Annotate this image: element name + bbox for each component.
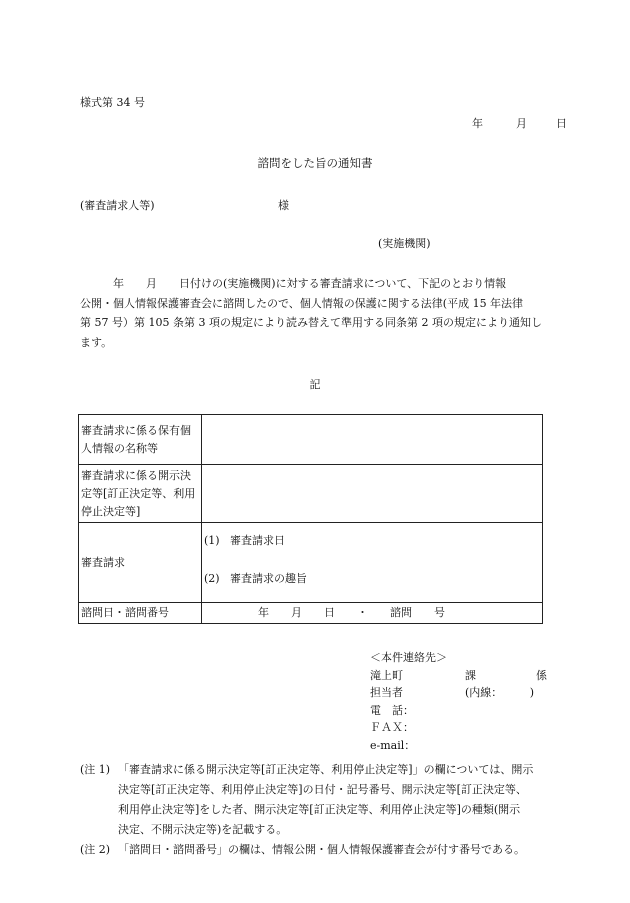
agency-label: (実施機関)	[378, 237, 431, 250]
row4-header: 諮問日・諮問番号	[79, 603, 202, 624]
contact-block	[370, 649, 550, 754]
note-line: 「審査請求に係る開示決定等[訂正決定等、利用停止決定等]」の欄については、開示	[118, 763, 534, 776]
row2-header-line: 停止決定等]	[81, 504, 141, 518]
contact-email: e-mail：	[370, 738, 416, 752]
table-row	[79, 523, 543, 603]
row1-header	[79, 415, 202, 465]
contact-row	[370, 684, 550, 702]
details-table	[78, 414, 543, 624]
contact-group: 係	[536, 668, 547, 682]
table-row	[79, 465, 543, 523]
note-tag: (注 1)	[80, 763, 111, 776]
row2-value-cell[interactable]	[202, 465, 543, 523]
body-line: ます。	[80, 335, 113, 349]
requester-honorific: 様	[278, 199, 289, 212]
body-line: 公開・個人情報保護審査会に諮問したので、個人情報の保護に関する法律(平成 15 年法律	[80, 296, 524, 310]
row3-header: 審査請求	[79, 523, 202, 603]
date-line	[472, 118, 567, 129]
contact-town: 滝上町	[370, 668, 403, 682]
row3-value-cell[interactable]	[202, 523, 543, 603]
date-month: 月	[516, 117, 527, 130]
date-day: 日	[556, 117, 567, 130]
body-paragraph	[80, 274, 552, 352]
item-number: (2)	[204, 571, 220, 585]
date-year: 年	[472, 117, 483, 130]
note-line: 利用停止決定等]をした者、開示決定等[訂正決定等、利用停止決定等]の種類(開示	[118, 803, 521, 816]
contact-section: 課	[465, 668, 476, 682]
row1-header-line: 審査請求に係る保有個	[81, 423, 191, 437]
row2-header-line: 定等[訂正決定等、利用	[81, 486, 196, 500]
note-2	[80, 840, 552, 860]
contact-heading: ＜本件連絡先＞	[370, 651, 447, 664]
row1-value-cell[interactable]	[202, 415, 543, 465]
request-date-item	[204, 532, 540, 550]
ki-heading: 記	[309, 378, 321, 391]
body-line: 年 月 日付けの(実施機関)に対する審査請求について、下記のとおり情報	[80, 277, 507, 290]
body-line: 第 57 号）第 105 条第 3 項の規定により読み替えて準用する同条第 2 項の規定により通知し	[80, 316, 542, 329]
row4-value-cell[interactable]: 年 月 日 ・ 諮問 号	[202, 603, 543, 624]
document-title: 諮問をした旨の通知書	[257, 156, 373, 170]
requester-label: (審査請求人等)	[80, 199, 155, 212]
form-number: 様式第 34 号	[80, 96, 145, 109]
table-row	[79, 603, 543, 624]
item-number: (1)	[204, 533, 220, 547]
row1-header-line: 人情報の名称等	[81, 441, 158, 455]
contact-phone: 電 話：	[370, 703, 414, 717]
contact-extension: (内線： )	[465, 686, 535, 699]
note-line: 決定、不開示決定等)を記載する。	[118, 823, 288, 836]
request-purpose-item	[204, 570, 540, 588]
note-line: 「諮問日・諮問番号」の欄は、情報公開・個人情報保護審査会が付す番号である。	[118, 843, 525, 856]
note-line: 決定等[訂正決定等、利用停止決定等]の日付・記号番号、開示決定等[訂正決定等、	[118, 783, 527, 796]
row2-header-line: 審査請求に係る開示決	[81, 468, 191, 482]
note-1	[80, 760, 552, 840]
table-row	[79, 415, 543, 465]
note-tag: (注 2)	[80, 843, 111, 856]
item-text: 審査請求日	[230, 533, 285, 547]
contact-person: 担当者	[370, 686, 403, 699]
row2-header	[79, 465, 202, 523]
item-text: 審査請求の趣旨	[230, 571, 307, 585]
contact-fax: ＦＡＸ：	[370, 721, 414, 734]
contact-row	[370, 667, 550, 685]
notes-section	[80, 760, 552, 860]
